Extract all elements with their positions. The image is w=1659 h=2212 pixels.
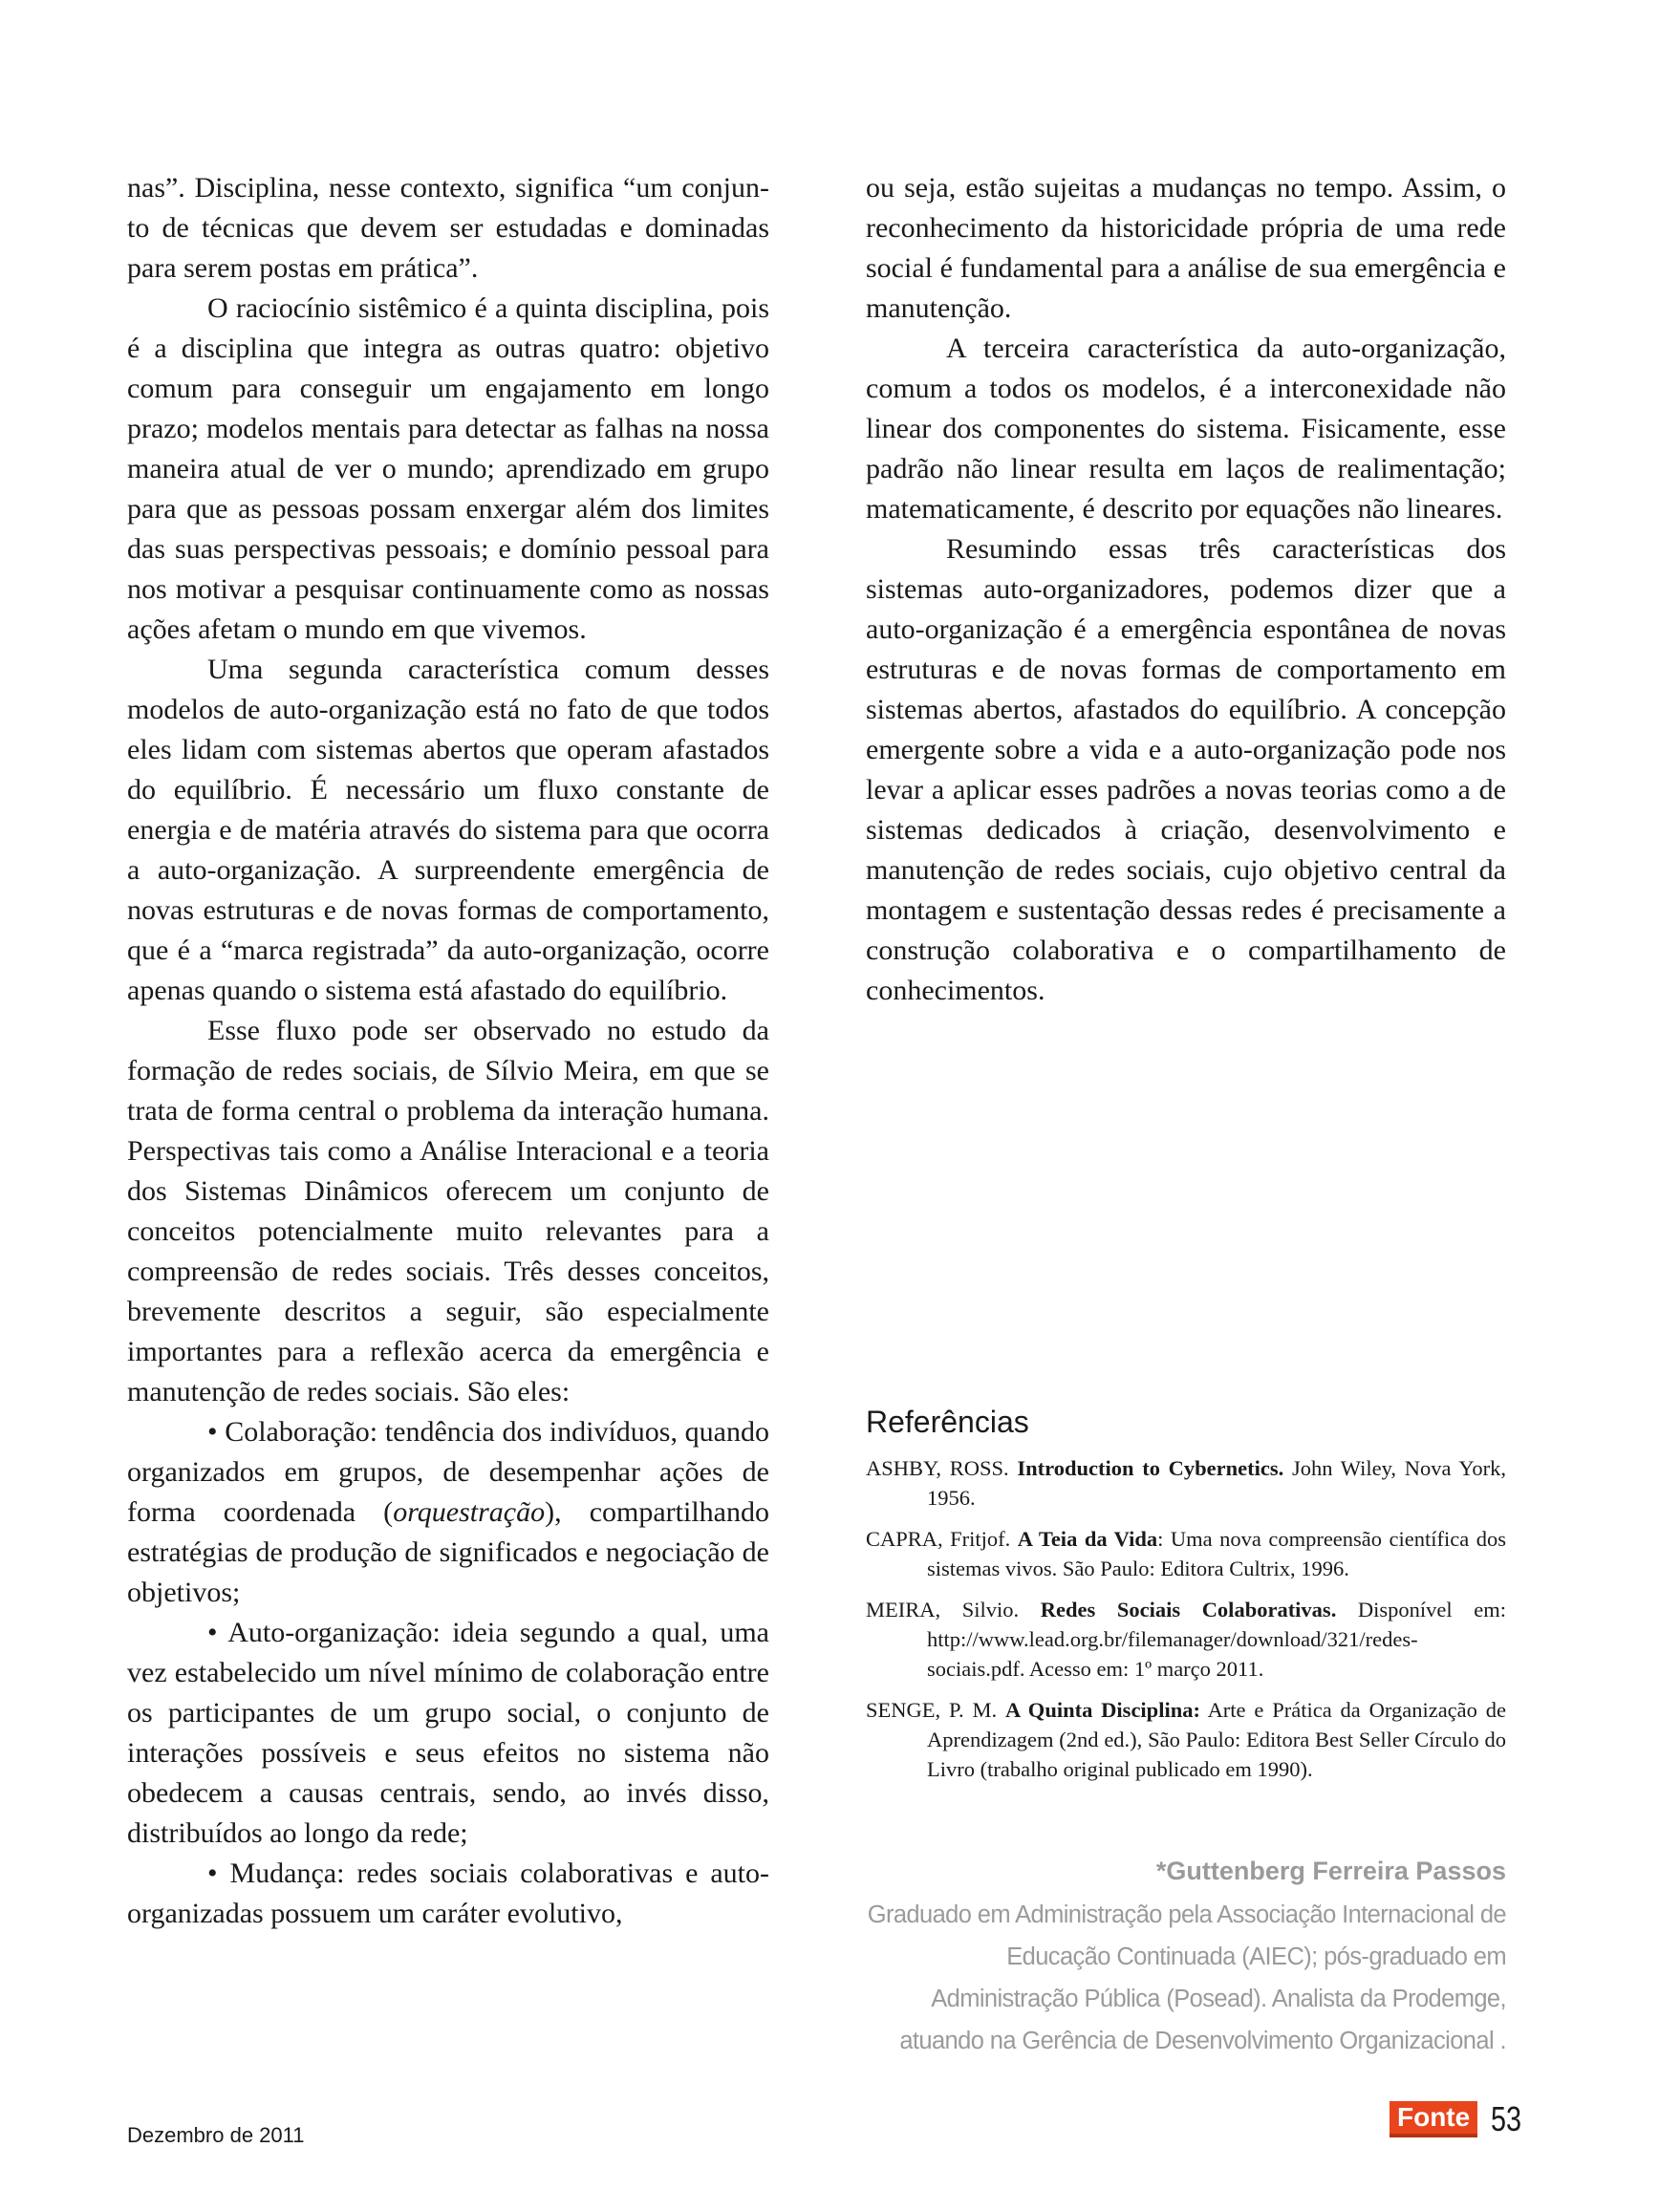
reference-author: ASHBY, ROSS. [866, 1456, 1018, 1480]
footer-brand [1390, 2100, 1529, 2138]
author-box [866, 1852, 1506, 2062]
reference-item [866, 1595, 1506, 1684]
magazine-logo: Fonte [1390, 2101, 1477, 2137]
bullet-colaboracao [127, 1412, 769, 1613]
right-column [866, 168, 1506, 1011]
reference-title: Introduction to Cybernetics. [1017, 1456, 1284, 1480]
right-paragraph-2: A terceira característica da auto-organização, comum a todos os modelos, é a interconexidade não linear dos componentes do sistema. Fisicamente, esse padrão não linear resulta em laços de realimentação; matematicamente, é descrito por equações não lineares. [866, 333, 1506, 525]
reference-title: A Teia da Vida [1017, 1527, 1158, 1551]
bullet-auto-organizacao: • Auto-organização: ideia segundo a qual, uma vez estabelecido um nível mínimo de colaboração entre os participantes de um grupo social, o conjunto de interações possíveis e seus efeitos no sistema não obedecem a causas centrais, sendo, ao invés disso, distribuídos ao longo da rede; [127, 1617, 769, 1849]
bullet-mudanca: • Mudança: redes sociais colaborativas e auto-organizadas possuem um caráter evolutivo, [127, 1858, 769, 1929]
author-bio: Graduado em Administração pela Associação Internacional de Educação Continuada (AIEC); pós-graduado em Administração Pública (Posead). Analista da Prodemge, atuando na Gerência de Desenvolvimento Organizacional . [867, 1901, 1506, 2054]
bullet-colaboracao-italic: orquestração [393, 1496, 546, 1528]
reference-title: A Quinta Disciplina: [1004, 1698, 1200, 1722]
reference-details: : Uma nova compreensão científica dos sistemas vivos. São Paulo: Editora Cultrix, 1996. [927, 1527, 1506, 1580]
author-name: *Guttenberg Ferreira Passos [1155, 1857, 1506, 1885]
reference-details: John Wiley, Nova York, 1956. [927, 1456, 1507, 1510]
reference-author: MEIRA, Silvio. [866, 1598, 1041, 1621]
left-paragraph-1: nas”. Disciplina, nesse contexto, significa “um conjunto de técnicas que devem ser estudadas e dominadas para serem postas em prática”. [127, 172, 769, 284]
left-paragraph-2: O raciocínio sistêmico é a quinta disciplina, pois é a disciplina que integra as outras quatro: objetivo comum para conseguir um engajamento em longo prazo; modelos mentais para detectar as falhas na nossa maneira atual de ver o mundo; aprendizado em grupo para que as pessoas possam enxergar além dos limites das suas perspectivas pessoais; e domínio pessoal para nos motivar a pesquisar continuamente como as nossas ações afetam o mundo em que vivemos. [127, 292, 769, 645]
left-paragraph-3: Uma segunda característica comum desses modelos de auto-organização está no fato de que todos eles lidam com sistemas abertos que operam afastados do equilíbrio. É necessário um fluxo constante de energia e de matéria através do sistema para que ocorra a auto-organização. A surpreendente emergência de novas estruturas e de novas formas de comportamento, que é a “marca registrada” da auto-organização, ocorre apenas quando o sistema está afastado do equilíbrio. [127, 654, 769, 1006]
left-paragraph-4: Esse fluxo pode ser observado no estudo da formação de redes sociais, de Sílvio Meira, em que se trata de forma central o problema da interação humana. Perspectivas tais como a Análise Interacional e a teoria dos Sistemas Dinâmicos oferecem um conjunto de conceitos potencialmente muito relevantes para a compreensão de redes sociais. Três desses conceitos, brevemente descritos a seguir, são especialmente importantes para a reflexão acerca da emergência e manutenção de redes sociais. São eles: [127, 1015, 769, 1407]
right-paragraph-1: ou seja, estão sujeitas a mudanças no tempo. Assim, o reconhecimento da historicidade própria de uma rede social é fundamental para a análise de sua emergência e manutenção. [866, 172, 1506, 324]
reference-item [866, 1453, 1506, 1513]
reference-author: CAPRA, Fritjof. [866, 1527, 1018, 1551]
bullet-colaboracao-text-2: ), compartilhando estratégias de produção de significados e negociação de objetivos; [127, 1496, 769, 1608]
reference-author: SENGE, P. M. [866, 1698, 1005, 1722]
references-heading: Referências [866, 1405, 1029, 1439]
reference-item [866, 1524, 1506, 1583]
reference-title: Redes Sociais Colaborativas. [1040, 1598, 1337, 1621]
right-paragraph-3: Resumindo essas três características dos sistemas auto-organizadores, podemos dizer que a auto-organização é a emergência espontânea de novas estruturas e de novas formas de comportamento em sistemas abertos, afastados do equilíbrio. A concepção emergente sobre a vida e a auto-organização pode nos levar a aplicar esses padrões a novas teorias como a de sistemas dedicados à criação, desenvolvimento e manutenção de redes sociais, cujo objetivo central da montagem e sustentação dessas redes é precisamente a construção colaborativa e o compartilhamento de conhecimentos. [866, 533, 1506, 1006]
bullet-colaboracao-text-1: • Colaboração: tendência dos indivíduos, quando organizados em grupos, de desempenhar ações de forma coordenada ( [127, 1416, 769, 1528]
reference-details: Disponível em: http://www.lead.org.br/filemanager/download/321/redes-sociais.pdf. Acesso em: 1º março 2011. [927, 1598, 1506, 1681]
left-column [127, 168, 769, 1934]
footer-date: Dezembro de 2011 [127, 2123, 305, 2147]
reference-details: Arte e Prática da Organização de Aprendizagem (2nd ed.), São Paulo: Editora Best Seller Círculo do Livro (trabalho original publicado em 1990). [927, 1698, 1506, 1781]
reference-item [866, 1695, 1506, 1784]
references-section [866, 1405, 1506, 1795]
page-number: 53 [1491, 2099, 1522, 2138]
